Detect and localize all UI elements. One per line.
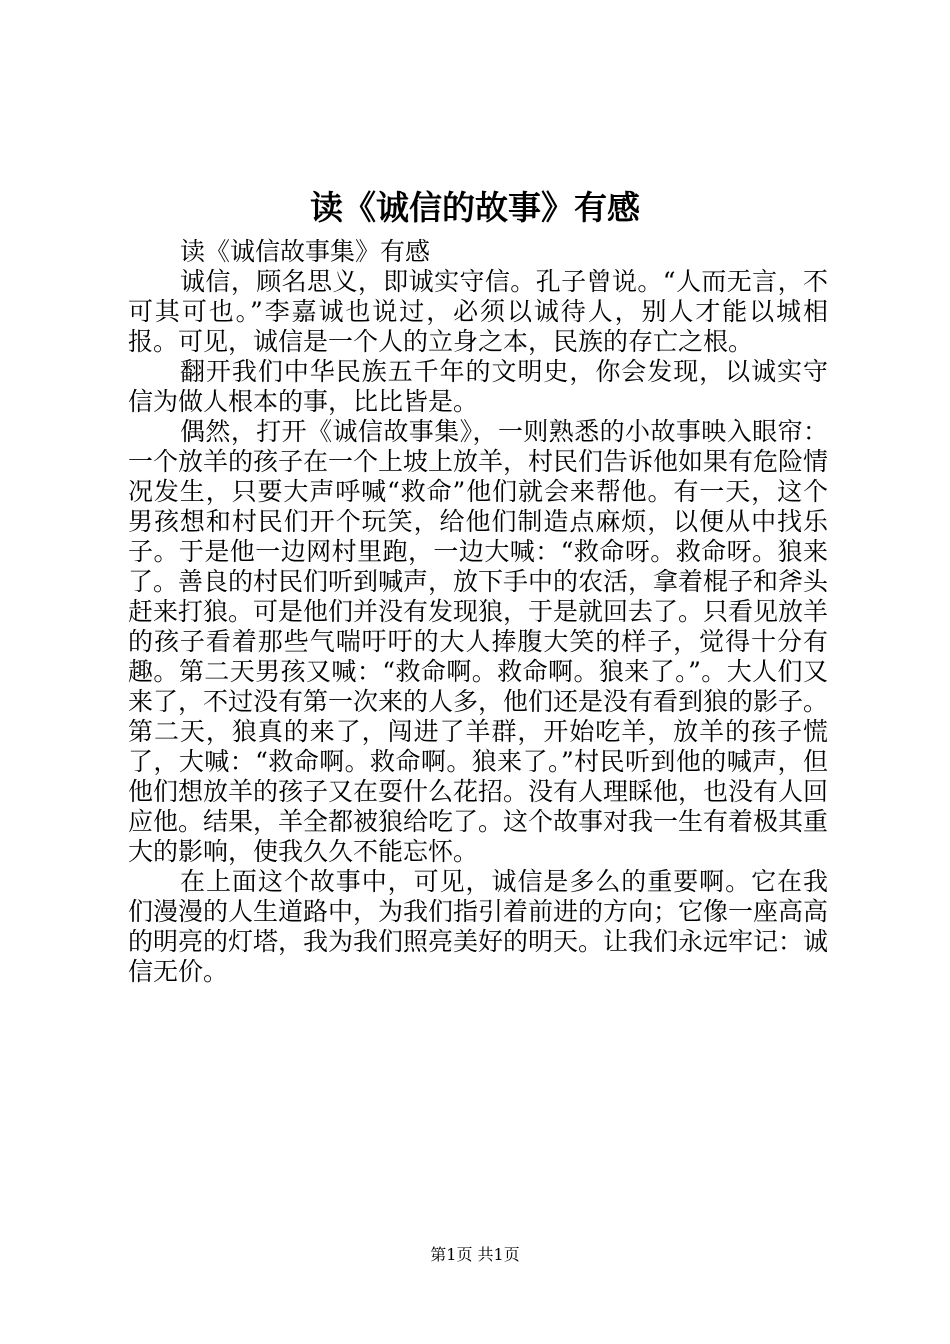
document-body bbox=[128, 237, 828, 987]
paragraph-3: 偶然，打开《诚信故事集》，一则熟悉的小故事映入眼帘：一个放羊的孩子在一个上坡上放羊，村民们告诉他如果有危险情况发生，只要大声呼喊“救命”他们就会来帮他。有一天，这个男孩想和村民们开个玩笑，给他们制造点麻烦，以便从中找乐子。于是他一边网村里跑，一边大喊：“救命呀。救命呀。狼来了。善良的村民们听到喊声，放下手中的农活，拿着棍子和斧头赶来打狼。可是他们并没有发现狼，于是就回去了。只看见放羊的孩子看着那些气喘吁吁的大人捧腹大笑的样子，觉得十分有趣。第二天男孩又喊：“救命啊。救命啊。狼来了。”。大人们又来了，不过没有第一次来的人多，他们还是没有看到狼的影子。第二天，狼真的来了，闯进了羊群，开始吃羊，放羊的孩子慌了，大喊：“救命啊。救命啊。狼来了。”村民听到他的喊声，但他们想放羊的孩子又在耍什么花招。没有人理睬他，也没有人回应他。结果，羊全都被狼给吃了。这个故事对我一生有着极其重大的影响，使我久久不能忘怀。 bbox=[128, 417, 829, 866]
paragraph-2: 翻开我们中华民族五千年的文明史，你会发现，以诚实守信为做人根本的事，比比皆是。 bbox=[128, 357, 828, 416]
page-footer: 第1页 共1页 bbox=[430, 1245, 520, 1264]
document-title: 读《诚信的故事》有感 bbox=[310, 188, 640, 227]
paragraph-4: 在上面这个故事中，可见，诚信是多么的重要啊。它在我们漫漫的人生道路中，为我们指引着前进的方向；它像一座高高的明亮的灯塔，我为我们照亮美好的明天。让我们永远牢记：诚信无价。 bbox=[128, 867, 829, 986]
paragraph-1: 诚信，顾名思义，即诚实守信。孔子曾说。“人而无言，不可其可也。”李嘉诚也说过，必须以诚待人，别人才能以城相报。可见，诚信是一个人的立身之本，民族的存亡之根。 bbox=[128, 267, 828, 356]
paragraph-subtitle: 读《诚信故事集》有感 bbox=[180, 237, 431, 266]
